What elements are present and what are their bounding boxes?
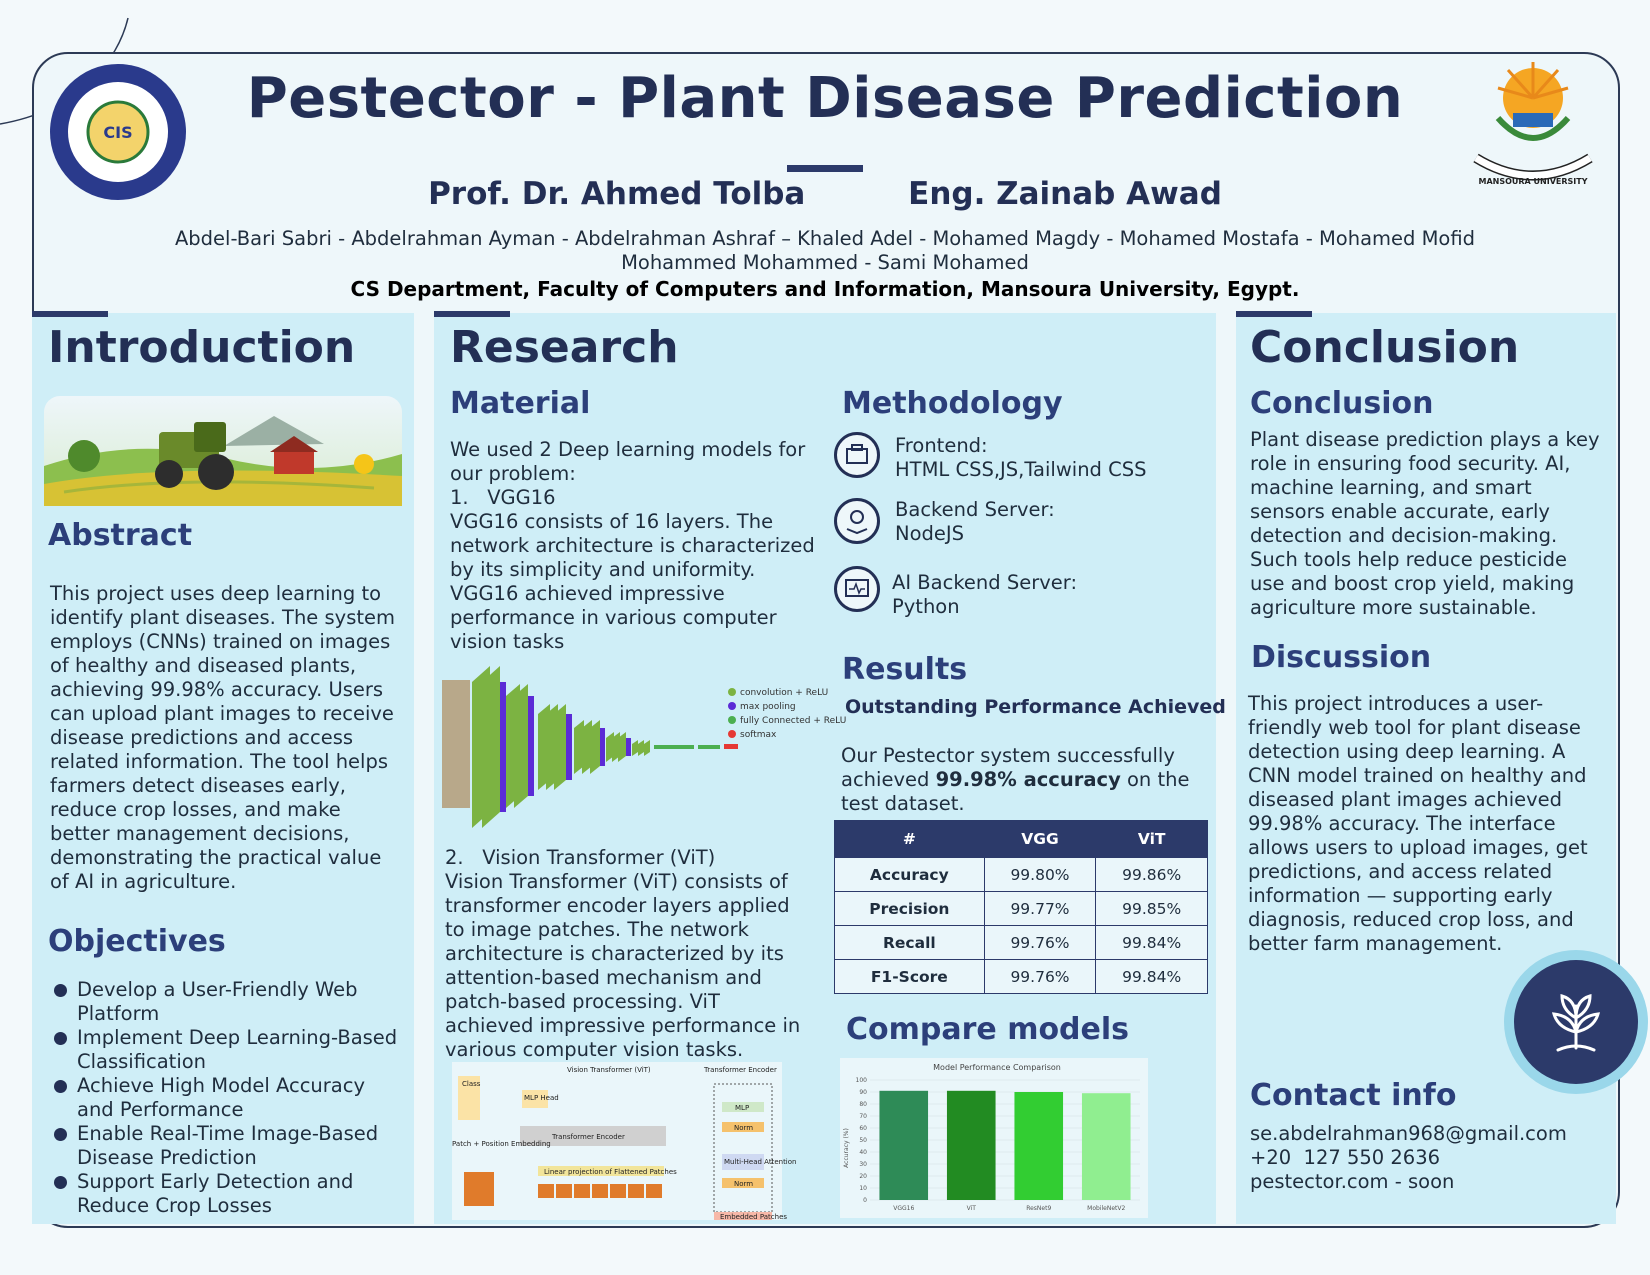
column-accent — [32, 311, 108, 317]
table-header-row — [835, 821, 1208, 858]
table-row — [835, 858, 1208, 892]
authors — [0, 227, 1650, 275]
y-tick-label: 70 — [859, 1113, 867, 1120]
table-header: VGG — [984, 821, 1096, 858]
results-text-post: on the test dataset. — [841, 768, 1190, 815]
contact-phone: +20 127 550 2636 — [1250, 1146, 1441, 1169]
list-item: Achieve High Model Accuracy and Performance — [50, 1074, 405, 1122]
method-backend — [895, 498, 1185, 546]
x-tick-label: ViT — [966, 1205, 976, 1212]
supervisors — [0, 176, 1650, 212]
contact-details — [1250, 1122, 1600, 1194]
y-tick-label: 10 — [859, 1185, 867, 1192]
x-tick-label: VGG16 — [893, 1205, 915, 1212]
material-heading: Material — [450, 386, 591, 421]
table-cell: Accuracy — [835, 858, 985, 892]
department: CS Department, Faculty of Computers and Information, Mansoura University, Egypt. — [350, 277, 1300, 301]
y-tick-label: 0 — [863, 1197, 867, 1204]
toolbox-icon — [834, 432, 880, 478]
authors-line-2: Mohammed Mohammed - Sami Mohamed — [621, 251, 1029, 274]
table-row — [835, 926, 1208, 960]
table-cell: Precision — [835, 892, 985, 926]
y-tick-label: 90 — [859, 1089, 867, 1096]
y-tick-label: 50 — [859, 1137, 867, 1144]
contact-email[interactable]: se.abdelrahman968@gmail.com — [1250, 1122, 1567, 1145]
svg-text:Patch + Position Embedding: Patch + Position Embedding — [452, 1140, 551, 1148]
chart-title: Model Performance Comparison — [933, 1063, 1061, 1072]
svg-text:convolution + ReLU: convolution + ReLU — [740, 688, 829, 698]
table-cell: 99.84% — [1096, 960, 1208, 994]
model-comparison-chart — [840, 1058, 1148, 1218]
chart-bar — [1014, 1092, 1063, 1200]
svg-text:Embedded Patches: Embedded Patches — [720, 1213, 788, 1221]
chart-bar — [879, 1091, 928, 1200]
contact-heading: Contact info — [1250, 1078, 1457, 1113]
table-cell: 99.76% — [984, 960, 1096, 994]
vgg-title: 1. VGG16 — [450, 486, 556, 509]
y-tick-label: 80 — [859, 1101, 867, 1108]
column-accent — [1236, 311, 1312, 317]
objectives-list — [50, 978, 405, 1218]
vgg-description: VGG16 consists of 16 layers. The network architecture is characterized by its simplicity and uniformity. VGG16 achieved impressive performance in various computer vision tasks — [450, 510, 815, 653]
results-text — [841, 744, 1201, 816]
table-cell: 99.80% — [984, 858, 1096, 892]
list-item: Implement Deep Learning-Based Classification — [50, 1026, 405, 1074]
material-text — [450, 438, 818, 654]
table-cell: 99.86% — [1096, 858, 1208, 892]
conclusion-heading: Conclusion — [1250, 322, 1520, 373]
table-cell: 99.84% — [1096, 926, 1208, 960]
method-value: Python — [892, 595, 960, 618]
svg-text:Linear projection of Flattened: Linear projection of Flattened Patches — [544, 1168, 677, 1176]
abstract-text: This project uses deep learning to identify plant diseases. The system employs (CNNs) trained on images of healthy and diseased plants, achieving 99.98% accuracy. Users can upload plant images to receive disease predictions and access related information. The tool helps farmers detect diseases early, reduce crop losses, and make better management decisions, demonstrating the practical value of AI in agriculture. — [50, 582, 396, 893]
results-text-pre: Our Pestector system successfully achieved — [841, 744, 1175, 791]
svg-text:Multi-Head Attention: Multi-Head Attention — [724, 1158, 797, 1166]
poster-title: Pestector - Plant Disease Prediction — [246, 66, 1404, 131]
abstract-heading: Abstract — [48, 518, 193, 553]
contact-website: pestector.com - soon — [1250, 1170, 1455, 1193]
svg-text:softmax: softmax — [740, 730, 777, 740]
conclusion-text: Plant disease prediction plays a key role in ensuring food security. AI, machine learning, and smart sensors enable accurate, early detection and decision-making. Such tools help reduce pesticide use and boost crop yield, making agriculture more sustainable. — [1250, 428, 1600, 619]
svg-text:Transformer Encoder: Transformer Encoder — [704, 1066, 777, 1074]
results-heading: Results — [842, 652, 968, 687]
discussion-text: This project introduces a user-friendly web tool for plant disease detection using deep learning. A CNN model trained on healthy and diseased plant images achieved 99.98% accuracy. The interface allows users to upload images, get predictions, and access related information — supporting early diagnosis, reduced crop loss, and better farm management. — [1248, 692, 1588, 955]
method-value: HTML CSS,JS,Tailwind CSS — [895, 458, 1147, 481]
chart-y-axis-label: Accuracy (%) — [843, 1128, 850, 1168]
method-label: Backend Server: — [895, 498, 1055, 521]
compare-models-heading: Compare models — [846, 1012, 1130, 1047]
conclusion-subheading: Conclusion — [1250, 386, 1434, 421]
gear-hand-icon — [834, 498, 880, 544]
table-cell: F1-Score — [835, 960, 985, 994]
svg-text:Vision Transformer (ViT): Vision Transformer (ViT) — [567, 1066, 651, 1074]
supervisor-1: Prof. Dr. Ahmed Tolba — [428, 176, 806, 212]
method-ai-backend — [892, 571, 1182, 619]
y-tick-label: 60 — [859, 1125, 867, 1132]
introduction-heading: Introduction — [48, 322, 356, 373]
results-accuracy: 99.98% accuracy — [935, 768, 1121, 791]
results-subtitle: Outstanding Performance Achieved — [845, 696, 1226, 718]
table-cell: 99.76% — [984, 926, 1096, 960]
svg-text:fully Connected + ReLU: fully Connected + ReLU — [740, 716, 847, 726]
chart-bar — [947, 1091, 996, 1200]
y-tick-label: 30 — [859, 1161, 867, 1168]
objectives-heading: Objectives — [48, 924, 226, 959]
list-item: Enable Real-Time Image-Based Disease Prediction — [50, 1122, 405, 1170]
vit-title: 2. Vision Transformer (ViT) — [445, 846, 716, 869]
results-table — [834, 820, 1208, 994]
x-tick-label: ResNet9 — [1026, 1205, 1052, 1212]
vit-architecture-diagram — [452, 1062, 797, 1221]
material-intro: We used 2 Deep learning models for our problem: — [450, 438, 806, 485]
svg-text:Transformer Encoder: Transformer Encoder — [552, 1133, 625, 1141]
table-cell: 99.77% — [984, 892, 1096, 926]
chart-bar — [1082, 1093, 1131, 1200]
plant-icon — [1514, 960, 1638, 1084]
y-tick-label: 40 — [859, 1149, 867, 1156]
svg-text:CIS: CIS — [103, 123, 133, 142]
vit-text — [445, 846, 810, 1062]
methodology-heading: Methodology — [842, 386, 1063, 421]
table-cell: 99.85% — [1096, 892, 1208, 926]
table-row — [835, 960, 1208, 994]
y-tick-label: 100 — [855, 1077, 867, 1084]
table-cell: Recall — [835, 926, 985, 960]
column-accent — [434, 311, 510, 317]
supervisor-2: Eng. Zainab Awad — [908, 176, 1222, 212]
authors-line-1: Abdel-Bari Sabri - Abdelrahman Ayman - Abdelrahman Ashraf – Khaled Adel - Mohamed Magdy - Mohamed Mostafa - Mohamed Mofid — [174, 227, 1476, 250]
svg-text:MANSOURA UNIVERSITY: MANSOURA UNIVERSITY — [1478, 177, 1588, 186]
method-value: NodeJS — [895, 522, 965, 545]
method-label: Frontend: — [895, 434, 988, 457]
svg-text:Norm: Norm — [734, 1124, 754, 1132]
svg-text:Norm: Norm — [734, 1180, 754, 1188]
svg-text:max pooling: max pooling — [740, 702, 796, 712]
monitor-pulse-icon — [834, 566, 880, 612]
research-heading: Research — [450, 322, 679, 373]
table-header: ViT — [1096, 821, 1208, 858]
x-tick-label: MobileNetV2 — [1087, 1205, 1126, 1212]
svg-text:Class: Class — [462, 1080, 481, 1088]
method-frontend — [895, 434, 1185, 482]
svg-text:MLP Head: MLP Head — [524, 1094, 559, 1102]
svg-text:MLP: MLP — [735, 1104, 750, 1112]
title-underline — [787, 165, 863, 172]
vit-description: Vision Transformer (ViT) consists of transformer encoder layers applied to image patches. The network architecture is characterized by its attention-based mechanism and patch-based processing. ViT achieved impressive performance in various computer vision tasks. — [445, 870, 801, 1061]
method-label: AI Backend Server: — [892, 571, 1078, 594]
table-header: # — [835, 821, 985, 858]
discussion-heading: Discussion — [1251, 640, 1432, 675]
list-item: Develop a User-Friendly Web Platform — [50, 978, 405, 1026]
y-tick-label: 20 — [859, 1173, 867, 1180]
table-row — [835, 892, 1208, 926]
list-item: Support Early Detection and Reduce Crop Losses — [50, 1170, 405, 1218]
vgg16-architecture-diagram — [442, 660, 847, 830]
farm-illustration — [44, 396, 402, 506]
